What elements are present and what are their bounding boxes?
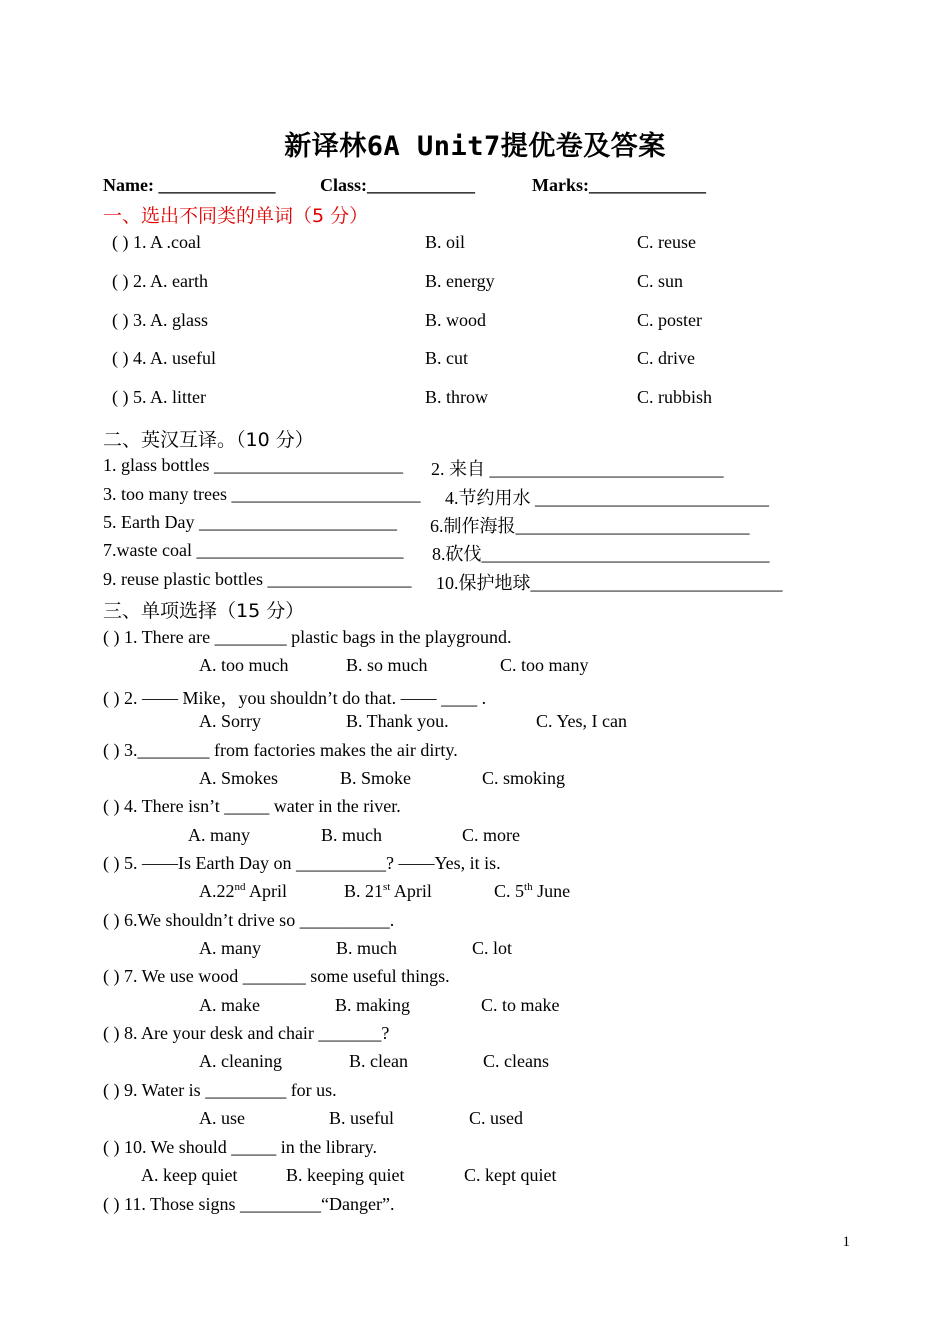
s3-q4-a: A. many: [188, 825, 250, 845]
s3-q9: ( ) 9. Water is _________ for us.: [103, 1080, 337, 1100]
s2-row-4-right: 8.砍伐________________________________: [432, 544, 770, 564]
s3-q1: ( ) 1. There are ________ plastic bags in the playground.: [103, 627, 512, 647]
s3-q2-c: C. Yes, I can: [536, 711, 628, 731]
s3-q5-b: [344, 881, 432, 902]
title-suffix: 提优卷及答案: [500, 131, 666, 162]
s1-item-3-b: B. wood: [425, 310, 487, 330]
s2-row-5-right: 10.保护地球____________________________: [436, 573, 783, 593]
s3-q4-c: C. more: [462, 825, 520, 845]
class-field: Class:____________: [320, 175, 476, 195]
s3-q4: ( ) 4. There isn’t _____ water in the river.: [103, 796, 401, 816]
s3-q10-c: C. kept quiet: [464, 1165, 557, 1185]
s3-q3: ( ) 3.________ from factories makes the air dirty.: [103, 740, 458, 760]
s2-row-5-left: 9. reuse plastic bottles ________________: [103, 569, 412, 589]
s3-q6: ( ) 6.We shouldn’t drive so __________.: [103, 910, 395, 930]
s3-q6-b: B. much: [336, 938, 397, 958]
s3-q7-a: A. make: [199, 995, 260, 1015]
s1-item-3: ( ) 3. A. glass: [112, 310, 208, 330]
s2-row-3-left: 5. Earth Day ______________________: [103, 512, 397, 532]
s3-q6-c: C. lot: [472, 938, 513, 958]
section2-heading: 二、英汉互译。（10 分）: [103, 429, 314, 451]
s1-item-1-c: C. reuse: [637, 232, 696, 252]
s3-q10-b: B. keeping quiet: [286, 1165, 405, 1185]
s3-q7-c: C. to make: [481, 995, 560, 1015]
s3-q1-a: A. too much: [199, 655, 289, 675]
s3-q7-b: B. making: [335, 995, 410, 1015]
s3-q4-b: B. much: [321, 825, 382, 845]
name-field: Name: _____________: [103, 175, 276, 195]
s3-q2-b: B. Thank you.: [346, 711, 449, 731]
s1-item-2-b: B. energy: [425, 271, 495, 291]
s3-q9-c: C. used: [469, 1108, 523, 1128]
s3-q3-b: B. Smoke: [340, 768, 412, 788]
s3-q11: ( ) 11. Those signs _________“Danger”.: [103, 1194, 395, 1214]
s3-q7: ( ) 7. We use wood _______ some useful things.: [103, 966, 450, 986]
s3-q5-c-main: C. 5: [494, 881, 525, 901]
page-title: [0, 124, 950, 163]
s1-item-1: ( ) 1. A .coal: [112, 232, 201, 252]
s1-item-1-b: B. oil: [425, 232, 466, 252]
s1-item-4: ( ) 4. A. useful: [112, 348, 216, 368]
section1-heading: 一、选出不同类的单词（5 分）: [103, 205, 369, 227]
s3-q9-b: B. useful: [329, 1108, 394, 1128]
s3-q8: ( ) 8. Are your desk and chair _______?: [103, 1023, 390, 1043]
s2-row-2-left: 3. too many trees _____________________: [103, 484, 421, 504]
s1-item-3-c: C. poster: [637, 310, 702, 330]
s3-q8-b: B. clean: [349, 1051, 408, 1071]
s3-q3-c: C. smoking: [482, 768, 566, 788]
s2-row-2-right: 4.节约用水 __________________________: [445, 488, 769, 508]
s3-q1-c: C. too many: [500, 655, 589, 675]
s2-row-1-left: 1. glass bottles _____________________: [103, 455, 403, 475]
s3-q3-a: A. Smokes: [199, 768, 279, 788]
s3-q5-c-tail: June: [532, 881, 571, 901]
marks-field: Marks:_____________: [532, 175, 706, 195]
s3-q5-a-sup: nd: [234, 881, 246, 893]
s3-q5-a: [199, 881, 287, 902]
s2-row-3-right: 6.制作海报__________________________: [430, 516, 750, 536]
s3-q5: ( ) 5. ——Is Earth Day on __________? ——Yes, it is.: [103, 853, 501, 873]
s3-q8-c: C. cleans: [483, 1051, 549, 1071]
page-number: 1: [842, 1234, 850, 1250]
s3-q5-b-main: B. 21: [344, 881, 384, 901]
s3-q1-b: B. so much: [346, 655, 428, 675]
s3-q10-a: A. keep quiet: [141, 1165, 238, 1185]
s3-q9-a: A. use: [199, 1108, 245, 1128]
section3-heading: 三、单项选择（15 分）: [103, 600, 305, 622]
s3-q2-a: A. Sorry: [199, 711, 261, 731]
s1-item-4-b: B. cut: [425, 348, 468, 368]
s3-q5-a-tail: April: [245, 881, 288, 901]
s1-item-2-c: C. sun: [637, 271, 684, 291]
s3-q10: ( ) 10. We should _____ in the library.: [103, 1137, 378, 1157]
s3-q5-b-sup: st: [383, 881, 391, 893]
s1-item-5: ( ) 5. A. litter: [112, 387, 206, 407]
s3-q5-c-sup: th: [524, 881, 533, 893]
s3-q5-a-main: A.22: [199, 881, 235, 901]
s3-q8-a: A. cleaning: [199, 1051, 282, 1071]
title-latin: 6A Unit7: [366, 131, 501, 162]
s1-item-4-c: C. drive: [637, 348, 695, 368]
s3-q6-a: A. many: [199, 938, 261, 958]
s2-row-1-right: 2. 来自 __________________________: [431, 459, 724, 479]
s2-row-4-left: 7.waste coal _______________________: [103, 540, 404, 560]
s1-item-5-c: C. rubbish: [637, 387, 713, 407]
s1-item-5-b: B. throw: [425, 387, 488, 407]
s3-q5-b-tail: April: [390, 881, 432, 901]
title-prefix: 新译林: [284, 131, 367, 162]
s3-q2: ( ) 2. —— Mike，you shouldn’t do that. —— ____ .: [103, 688, 487, 708]
s3-q5-c: [494, 881, 570, 902]
s1-item-2: ( ) 2. A. earth: [112, 271, 208, 291]
